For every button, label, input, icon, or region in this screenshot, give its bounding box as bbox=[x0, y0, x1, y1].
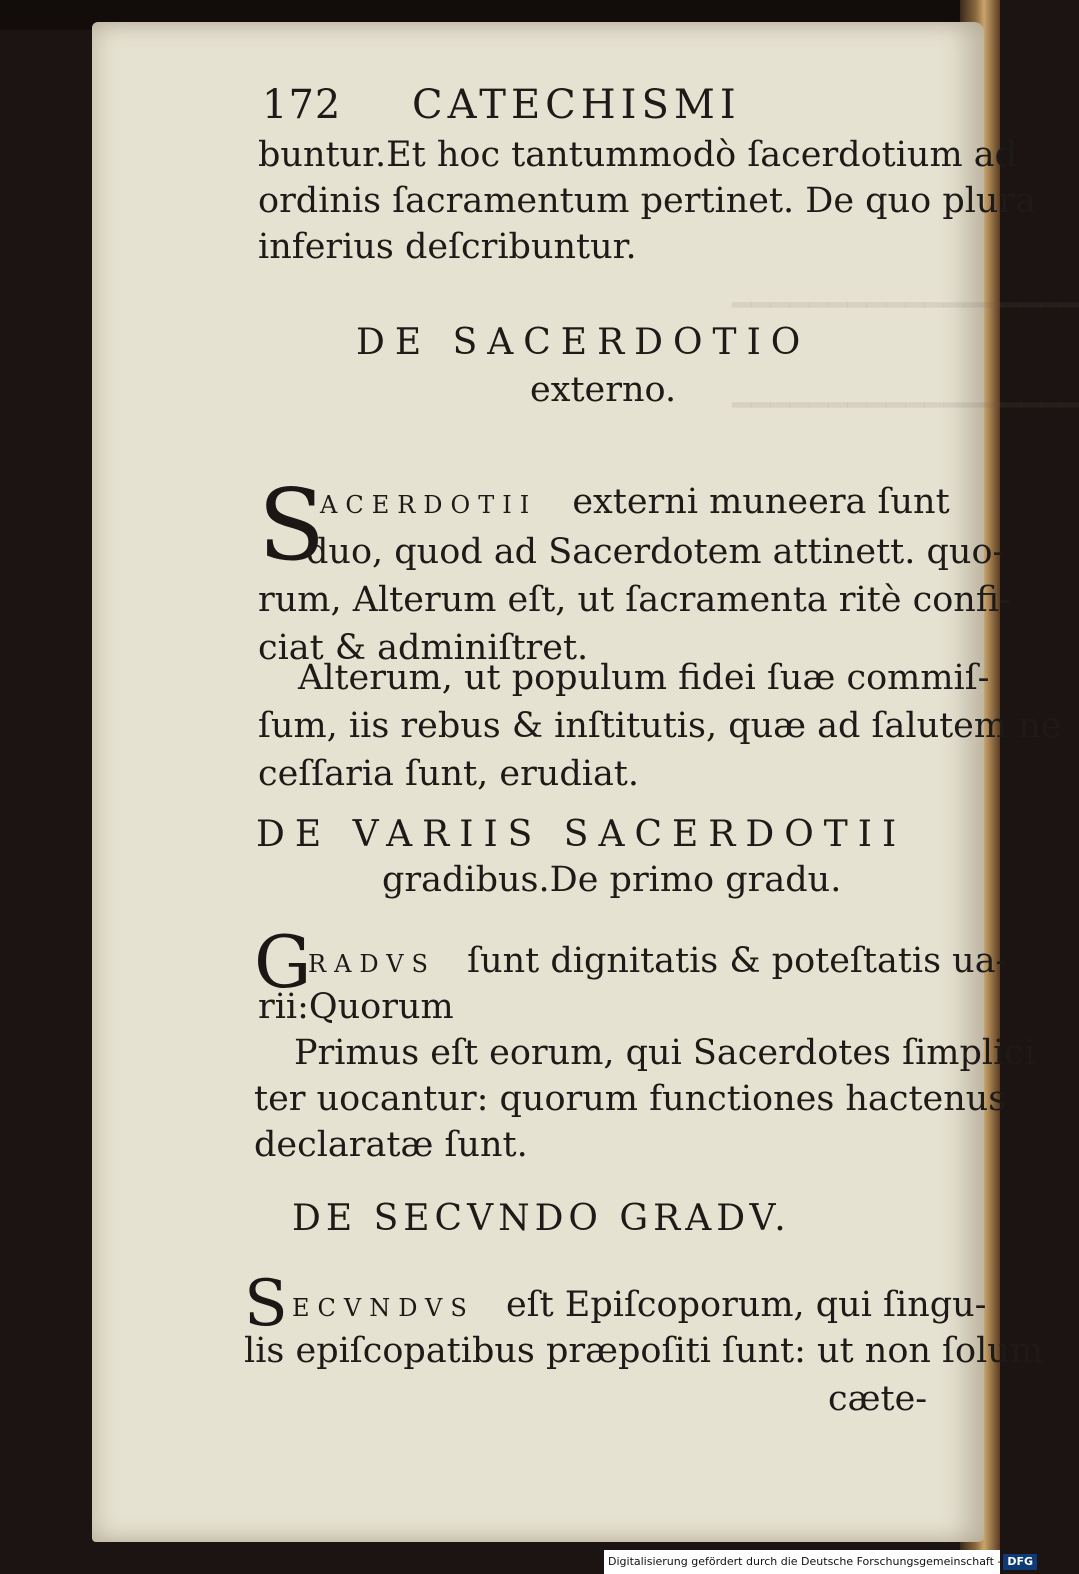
section-subheading: gradibus.De primo gradu. bbox=[382, 860, 842, 900]
section-heading: DE SACERDOTIO bbox=[356, 322, 811, 363]
line-text: eſt Epiſcoporum, qui ſingu- bbox=[505, 1285, 987, 1325]
drop-cap: S bbox=[244, 1267, 288, 1341]
body-line: ceſſaria ſunt, erudiat. bbox=[258, 754, 640, 794]
digitization-credit bbox=[604, 1550, 1034, 1574]
bleed-through-texture: ━━━━━━━━━━━━━━━━━━ bbox=[732, 386, 1079, 424]
small-caps-lead: ACERDOTII bbox=[320, 491, 538, 519]
page-header bbox=[262, 82, 741, 128]
book-page bbox=[92, 22, 1079, 1542]
small-caps-lead: ECVNDVS bbox=[292, 1294, 475, 1322]
page-number: 172 bbox=[262, 82, 342, 128]
running-title: CATECHISMI bbox=[412, 82, 741, 128]
body-line: lis epiſcopatibus præpoſiti ſunt: ut non ſolum bbox=[244, 1331, 1044, 1371]
section-subheading: externo. bbox=[530, 370, 677, 410]
credit-text: Digitalisierung gefördert durch die Deutsche Forschungsgemeinschaft - bbox=[608, 1555, 1002, 1568]
section-heading: DE SECVNDO GRADV. bbox=[292, 1198, 791, 1239]
body-line: ordinis ſacramentum pertinet. De quo plura bbox=[258, 181, 1037, 221]
drop-cap: G bbox=[254, 920, 312, 1004]
line-text: externi muneera ſunt bbox=[572, 482, 950, 522]
section-heading: DE VARIIS SACERDOTII bbox=[256, 814, 907, 855]
drop-cap: S bbox=[258, 469, 326, 583]
body-line bbox=[320, 477, 950, 530]
body-line: inferius deſcribuntur. bbox=[258, 227, 637, 267]
body-line: duo, quod ad Sacerdotem attinett. quo- bbox=[306, 532, 1005, 572]
dfg-logo: DFG bbox=[1003, 1554, 1037, 1570]
small-caps-lead: RADVS bbox=[308, 950, 436, 978]
body-line: rii:Quorum bbox=[258, 987, 454, 1027]
body-line: ſum, iis rebus & inſtitutis, quæ ad ſalutem ne bbox=[258, 706, 1062, 746]
body-line: ciat & adminiſtret. bbox=[258, 628, 589, 668]
body-line: ter uocantur: quorum functiones hactenus bbox=[254, 1079, 1007, 1119]
body-line: declaratæ ſunt. bbox=[254, 1125, 528, 1165]
catchword: cæte- bbox=[828, 1379, 928, 1419]
line-text: ſunt dignitatis & poteſtatis ua- bbox=[467, 941, 1008, 981]
body-line: Primus eſt eorum, qui Sacerdotes ſimplici bbox=[294, 1033, 1036, 1073]
body-line: Alterum, ut populum fidei ſuæ commiſ- bbox=[298, 658, 990, 698]
bleed-through-texture: ━━━━━━━━━━━━━━━━━━ bbox=[732, 286, 1079, 324]
body-line: rum, Alterum eſt, ut ſacramenta ritè confi- bbox=[258, 580, 1011, 620]
body-line: buntur.Et hoc tantummodò ſacerdotium ad bbox=[258, 135, 1018, 175]
